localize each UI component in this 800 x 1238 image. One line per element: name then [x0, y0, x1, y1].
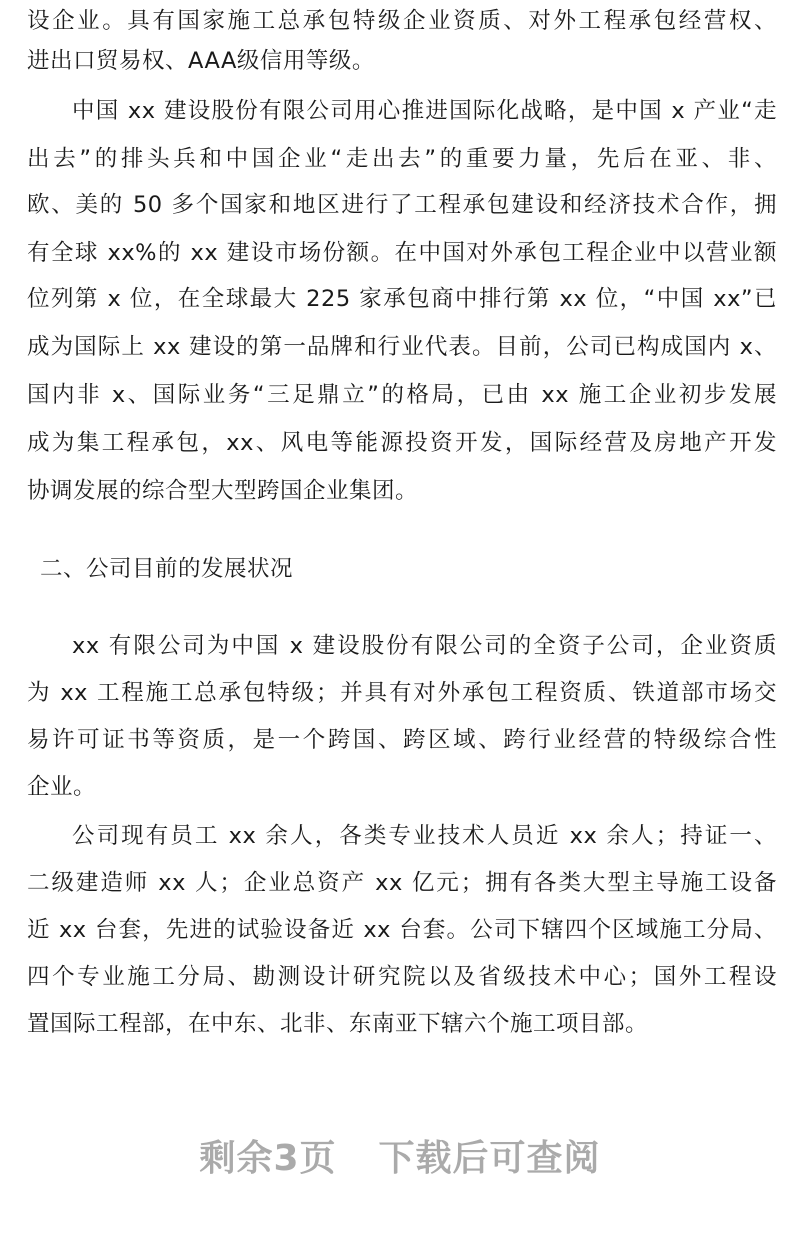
paragraph-2-line-7: 国内非 x、国际业务“三足鼎立”的格局，已由 xx 施工企业初步发展 — [27, 382, 777, 408]
paragraph-4-line-4: 四个专业施工分局、勘测设计研究院以及省级技术中心；国外工程设 — [27, 964, 777, 990]
preview-limit-notice[interactable] — [0, 1130, 800, 1181]
download-to-view-text: 下载后可查阅 — [378, 1138, 601, 1179]
paragraph-2-line-5: 位列第 x 位，在全球最大 225 家承包商中排行第 xx 位，“中国 xx”已 — [27, 286, 777, 312]
paragraph-3-line-4: 企业。 — [27, 774, 97, 800]
paragraph-4-line-3: 近 xx 台套，先进的试验设备近 xx 台套。公司下辖四个区域施工分局、 — [27, 917, 777, 943]
paragraph-2-line-3: 欧、美的 50 多个国家和地区进行了工程承包建设和经济技术合作，拥 — [27, 192, 777, 218]
paragraph-4-line-2: 二级建造师 xx 人；企业总资产 xx 亿元；拥有各类大型主导施工设备 — [27, 870, 777, 896]
paragraph-2-line-6: 成为国际上 xx 建设的第一品牌和行业代表。目前，公司已构成国内 x、 — [27, 334, 777, 360]
paragraph-2-line-8: 成为集工程承包，xx、风电等能源投资开发，国际经营及房地产开发 — [27, 430, 777, 456]
paragraph-3-line-2: 为 xx 工程施工总承包特级；并具有对外承包工程资质、铁道部市场交 — [27, 680, 777, 706]
paragraph-2-line-2: 出去”的排头兵和中国企业“走出去”的重要力量，先后在亚、非、 — [27, 146, 777, 172]
paragraph-1-line-1: 设企业。具有国家施工总承包特级企业资质、对外工程承包经营权、 — [27, 8, 777, 34]
paragraph-4-line-5: 置国际工程部，在中东、北非、东南亚下辖六个施工项目部。 — [27, 1011, 649, 1037]
remaining-pages-text: 剩余3页 — [199, 1138, 337, 1179]
paragraph-4-line-1: 公司现有员工 xx 余人，各类专业技术人员近 xx 余人；持证一、 — [72, 823, 777, 849]
paragraph-2-line-1: 中国 xx 建设股份有限公司用心推进国际化战略，是中国 x 产业“走 — [72, 98, 777, 124]
paragraph-3-line-1: xx 有限公司为中国 x 建设股份有限公司的全资子公司，企业资质 — [72, 633, 777, 659]
paragraph-2-line-9: 协调发展的综合型大型跨国企业集团。 — [27, 478, 419, 504]
section-heading: 二、公司目前的发展状况 — [40, 556, 294, 582]
paragraph-2-line-4: 有全球 xx%的 xx 建设市场份额。在中国对外承包工程企业中以营业额 — [27, 240, 777, 266]
paragraph-1-line-2: 进出口贸易权、AAA级信用等级。 — [27, 48, 375, 74]
paragraph-3-line-3: 易许可证书等资质，是一个跨国、跨区域、跨行业经营的特级综合性 — [27, 727, 777, 753]
